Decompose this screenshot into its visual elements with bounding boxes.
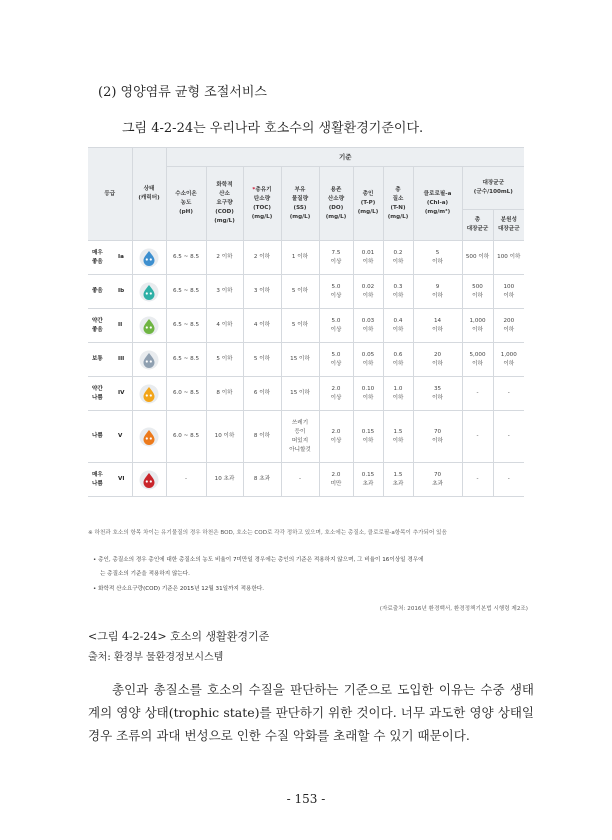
header-tp: 총인 (T-P) (mg/L) xyxy=(353,167,383,241)
cell-ss: 5 이하 xyxy=(281,309,319,343)
cell-coli-fecal: 100 이하 xyxy=(493,241,524,275)
cell-do: 2.0 이상 xyxy=(319,411,353,463)
cell-coli-fecal: 100 이하 xyxy=(493,275,524,309)
cell-tp: 0.15 이하 xyxy=(353,411,383,463)
table-row xyxy=(88,241,524,275)
very-bad-character-icon xyxy=(139,470,159,490)
grade-code: Ib xyxy=(116,275,132,309)
header-cod: 화학적 산소 요구량 (COD) (mg/L) xyxy=(206,167,243,241)
cell-tp: 0.10 이하 xyxy=(353,377,383,411)
grade-code: II xyxy=(116,309,132,343)
note-cod: • 화학적 산소요구량(COD) 기준은 2015년 12월 31일까지 적용한다. xyxy=(93,586,265,592)
cell-tn: 1.5 초과 xyxy=(383,463,413,497)
cell-cod: 8 이하 xyxy=(206,377,243,411)
intro-sentence: 그림 4-2-24는 우리나라 호소수의 생활환경기준이다. xyxy=(122,121,424,136)
cell-cod: 10 초과 xyxy=(206,463,243,497)
cell-cod: 2 이하 xyxy=(206,241,243,275)
cell-tp: 0.15 초과 xyxy=(353,463,383,497)
cell-tp: 0.03 이하 xyxy=(353,309,383,343)
grade-code: Ia xyxy=(116,241,132,275)
cell-ph: 6.0 ~ 8.5 xyxy=(166,377,206,411)
cell-coli-total: 5,000 이하 xyxy=(462,343,493,377)
table-row xyxy=(88,463,524,497)
grade-label: 매우 좋음 xyxy=(88,241,116,275)
grade-label: 약간 나쁨 xyxy=(88,377,116,411)
slightly-bad-character-icon xyxy=(139,384,159,404)
figure-caption: <그림 4-2-24> 호소의 생활환경기준 xyxy=(88,630,270,643)
cell-tn: 1.0 이하 xyxy=(383,377,413,411)
cell-toc: 8 초과 xyxy=(243,463,281,497)
very-good-character-icon xyxy=(139,248,159,268)
lake-standards-table xyxy=(88,147,524,497)
status-character xyxy=(132,309,166,343)
cell-chla: 20 이하 xyxy=(413,343,462,377)
status-character xyxy=(132,343,166,377)
cell-ph: 6.5 ~ 8.5 xyxy=(166,241,206,275)
cell-coli-fecal: - xyxy=(493,463,524,497)
figure-origin: 출처: 환경부 물환경정보시스템 xyxy=(88,652,224,663)
cell-ph: 6.5 ~ 8.5 xyxy=(166,343,206,377)
grade-code: V xyxy=(116,411,132,463)
cell-coli-total: - xyxy=(462,463,493,497)
cell-cod: 5 이하 xyxy=(206,343,243,377)
cell-coli-fecal: - xyxy=(493,377,524,411)
cell-tn: 0.6 이하 xyxy=(383,343,413,377)
cell-do: 7.5 이상 xyxy=(319,241,353,275)
body-paragraph xyxy=(88,678,534,747)
cell-do: 2.0 미만 xyxy=(319,463,353,497)
cell-chla: 9 이하 xyxy=(413,275,462,309)
cell-toc: 5 이하 xyxy=(243,343,281,377)
cell-cod: 3 이하 xyxy=(206,275,243,309)
grade-code: III xyxy=(116,343,132,377)
paragraph-text: 총인과 총질소를 호소의 수질을 판단하는 기준으로 도입한 이유는 수중 생태계의 영양 상태(trophic state)를 판단하기 위한 것이다. 너무 과도한 영양 상태일 경우 조류의 과대 번성으로 인한 수질 악화를 초래할 수 있기 때문이다. xyxy=(88,682,534,743)
cell-toc: 4 이하 xyxy=(243,309,281,343)
cell-chla: 70 초과 xyxy=(413,463,462,497)
good-character-icon xyxy=(139,282,159,302)
grade-code: IV xyxy=(116,377,132,411)
cell-coli-total: - xyxy=(462,411,493,463)
cell-cod: 4 이하 xyxy=(206,309,243,343)
header-total-coliform: 총 대장균군 xyxy=(462,210,493,241)
cell-ss: 쓰레기 등이 떠있지 아니할것 xyxy=(281,411,319,463)
cell-ph: 6.5 ~ 8.5 xyxy=(166,309,206,343)
grade-label: 매우 나쁨 xyxy=(88,463,116,497)
cell-toc: 8 이하 xyxy=(243,411,281,463)
header-toc: *총유기 탄소량 (TOC) (mg/L) xyxy=(243,167,281,241)
note-tp-tn-line1: • 총인, 총질소의 경우 총인에 대한 총질소의 농도 비율이 7미만일 경우에는 총인의 기준은 적용하지 않으며, 그 비율이 16이상일 경우에 xyxy=(93,557,424,563)
cell-tn: 0.3 이하 xyxy=(383,275,413,309)
cell-do: 5.0 이상 xyxy=(319,343,353,377)
cell-ss: 15 이하 xyxy=(281,377,319,411)
page-number: - 153 - xyxy=(286,792,326,806)
note-tp-tn-line2: 는 총질소의 기준을 적용하지 않는다. xyxy=(100,571,190,577)
grade-label: 보통 xyxy=(88,343,116,377)
cell-coli-fecal: 200 이하 xyxy=(493,309,524,343)
grade-label: 좋음 xyxy=(88,275,116,309)
section-heading: (2) 영양염류 균형 조절서비스 xyxy=(98,85,267,100)
cell-toc: 3 이하 xyxy=(243,275,281,309)
cell-ss: 15 이하 xyxy=(281,343,319,377)
header-status: 상태 (캐릭터) xyxy=(132,148,166,241)
status-character xyxy=(132,377,166,411)
table-row xyxy=(88,377,524,411)
header-ph: 수소이온 농도 (pH) xyxy=(166,167,206,241)
cell-cod: 10 이하 xyxy=(206,411,243,463)
cell-ph: 6.5 ~ 8.5 xyxy=(166,275,206,309)
cell-ss: 1 이하 xyxy=(281,241,319,275)
bad-character-icon xyxy=(139,427,159,447)
header-standard: 기준 xyxy=(166,148,524,167)
grade-label: 약간 좋음 xyxy=(88,309,116,343)
cell-coli-total: - xyxy=(462,377,493,411)
table-footnote: ※ 하천과 호소의 항목 차이는 유기물질의 경우 하천은 BOD, 호소는 COD로 각각 정하고 있으며, 호소에는 총질소, 클로로필-a항목이 추가되어 있음 xyxy=(88,530,447,536)
status-character xyxy=(132,275,166,309)
table-row xyxy=(88,275,524,309)
cell-do: 5.0 이상 xyxy=(319,275,353,309)
cell-coli-total: 1,000 이하 xyxy=(462,309,493,343)
cell-coli-total: 500 이하 xyxy=(462,275,493,309)
cell-ss: - xyxy=(281,463,319,497)
cell-toc: 6 이하 xyxy=(243,377,281,411)
cell-tn: 0.4 이하 xyxy=(383,309,413,343)
grade-code: VI xyxy=(116,463,132,497)
status-character xyxy=(132,411,166,463)
cell-chla: 5 이하 xyxy=(413,241,462,275)
header-fecal-coliform: 분원성 대장균군 xyxy=(493,210,524,241)
cell-chla: 14 이하 xyxy=(413,309,462,343)
cell-coli-total: 500 이하 xyxy=(462,241,493,275)
table-row xyxy=(88,343,524,377)
standards-table-figure xyxy=(88,147,524,497)
cell-toc: 2 이하 xyxy=(243,241,281,275)
header-coliform: 대장균군 (군수/100mL) xyxy=(462,167,524,210)
status-character xyxy=(132,241,166,275)
cell-coli-fecal: 1,000 이하 xyxy=(493,343,524,377)
normal-character-icon xyxy=(139,350,159,370)
cell-tp: 0.01 이하 xyxy=(353,241,383,275)
cell-ss: 5 이하 xyxy=(281,275,319,309)
cell-ph: 6.0 ~ 8.5 xyxy=(166,411,206,463)
status-character xyxy=(132,463,166,497)
header-chla: 클로로필-a (Chl-a) (mg/m³) xyxy=(413,167,462,241)
header-do: 용존 산소량 (DO) (mg/L) xyxy=(319,167,353,241)
cell-tn: 1.5 이하 xyxy=(383,411,413,463)
cell-do: 5.0 이상 xyxy=(319,309,353,343)
slightly-good-character-icon xyxy=(139,316,159,336)
cell-ph: - xyxy=(166,463,206,497)
cell-tp: 0.05 이하 xyxy=(353,343,383,377)
cell-tp: 0.02 이하 xyxy=(353,275,383,309)
cell-do: 2.0 이상 xyxy=(319,377,353,411)
header-ss: 부유 물질량 (SS) (mg/L) xyxy=(281,167,319,241)
table-source: (자료출처: 2016년 환경백서, 환경정책기본법 시행령 제2조) xyxy=(379,606,528,612)
grade-label: 나쁨 xyxy=(88,411,116,463)
cell-chla: 70 이하 xyxy=(413,411,462,463)
cell-tn: 0.2 이하 xyxy=(383,241,413,275)
cell-coli-fecal: - xyxy=(493,411,524,463)
header-tn: 총 질소 (T-N) (mg/L) xyxy=(383,167,413,241)
table-body xyxy=(88,241,524,497)
table-row xyxy=(88,411,524,463)
table-row xyxy=(88,309,524,343)
cell-chla: 35 이하 xyxy=(413,377,462,411)
header-grade: 등급 xyxy=(88,148,132,241)
